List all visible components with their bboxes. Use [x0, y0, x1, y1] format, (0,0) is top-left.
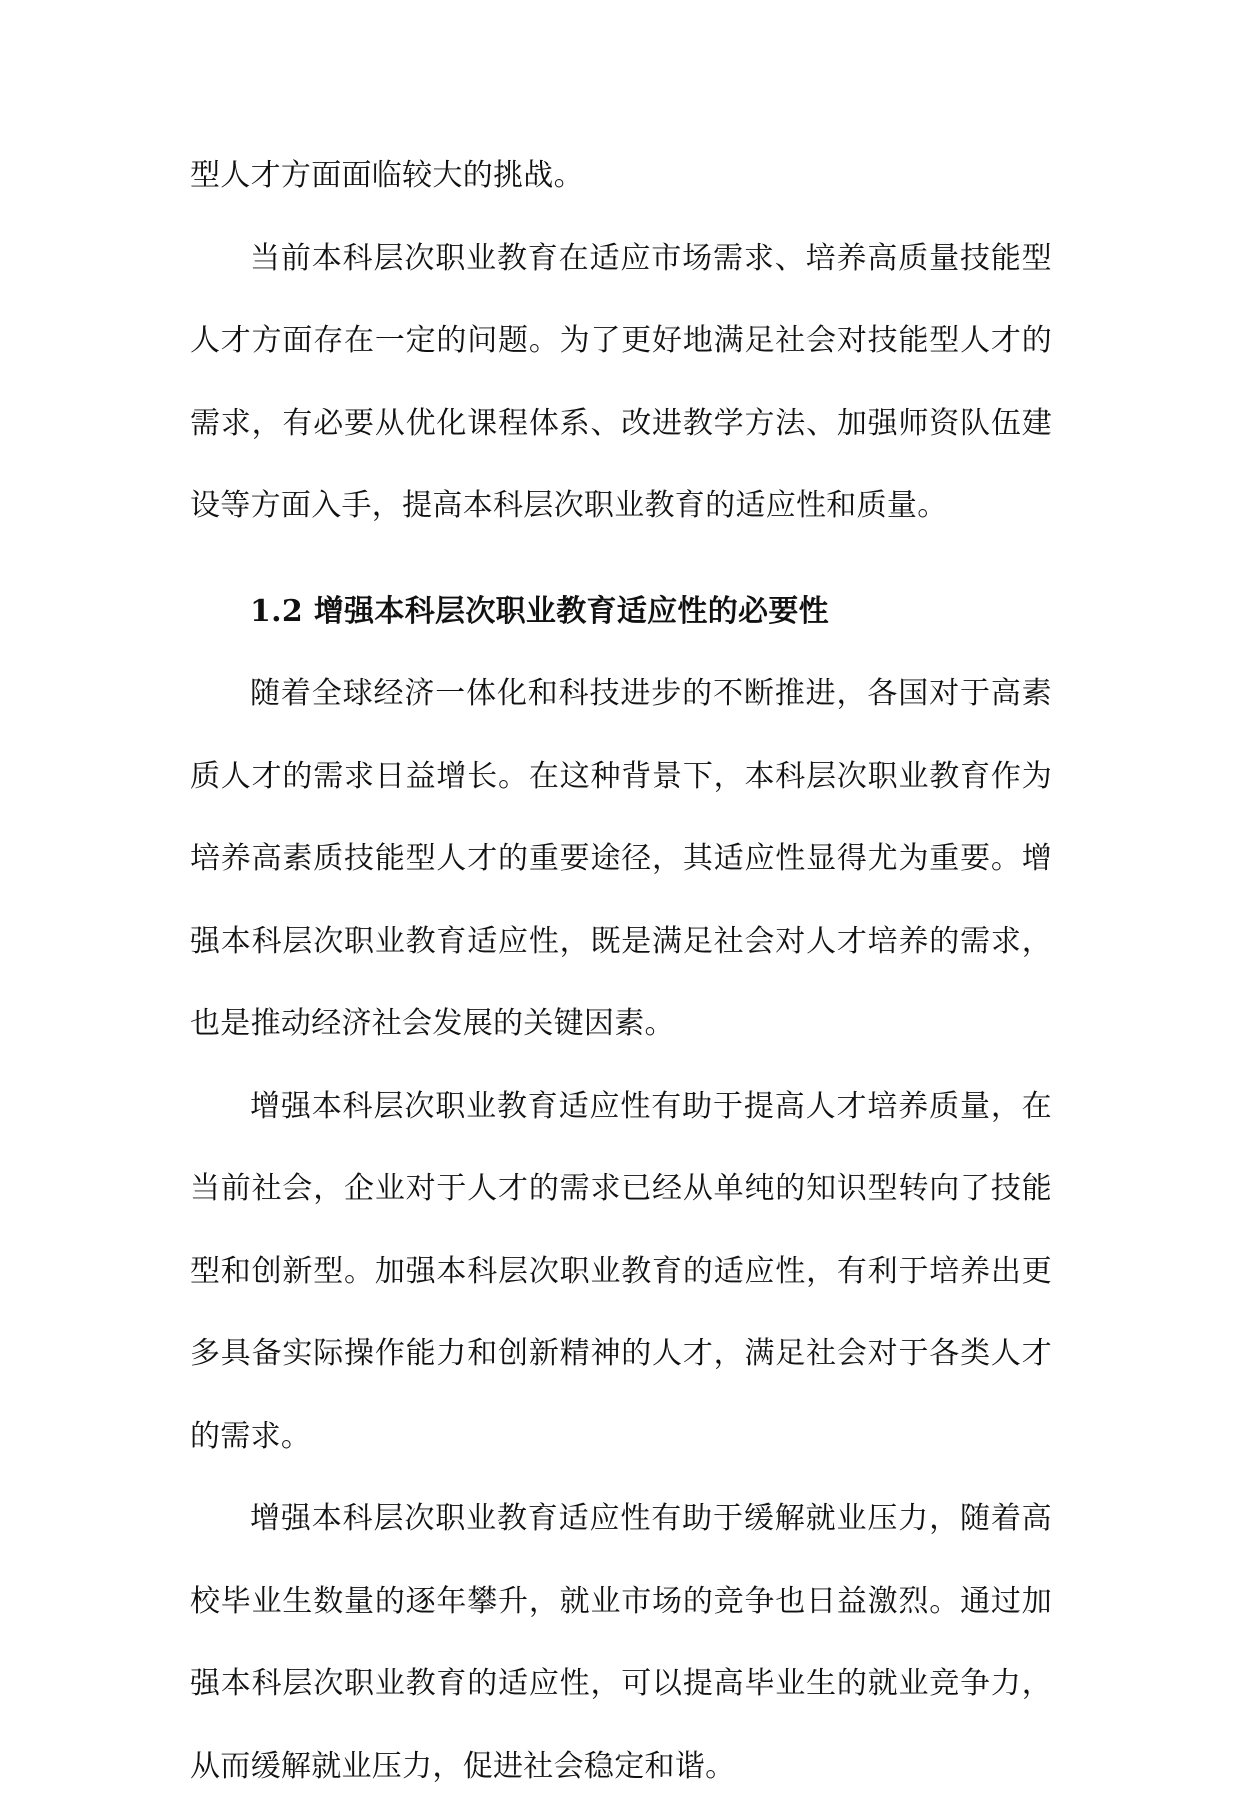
paragraph-employment-pressure: 增强本科层次职业教育适应性有助于缓解就业压力，随着高校毕业生数量的逐年攀升，就业市场的竞争也日益激烈。通过加强本科层次职业教育的适应性，可以提高毕业生的就业竞争力，从而缓解就业压力，促进社会稳定和谐。: [190, 1501, 1052, 1784]
section-spacer: [190, 548, 1052, 571]
paragraph-current-problems: 当前本科层次职业教育在适应市场需求、培养高质量技能型人才方面存在一定的问题。为了更好地满足社会对技能型人才的需求，有必要从优化课程体系、改进教学方法、加强师资队伍建设等方面入手，提高本科层次职业教育的适应性和质量。: [190, 240, 1052, 523]
paragraph-global-demand: 随着全球经济一体化和科技进步的不断推进，各国对于高素质人才的需求日益增长。在这种背景下，本科层次职业教育作为培养高素质技能型人才的重要途径，其适应性显得尤为重要。增强本科层次职业教育适应性，既是满足社会对人才培养的需求，也是推动经济社会发展的关键因素。: [190, 676, 1052, 1041]
document-body: [190, 135, 1052, 1808]
paragraph-continuation: 型人才方面面临较大的挑战。: [190, 158, 584, 193]
paragraph-talent-quality: 增强本科层次职业教育适应性有助于提高人才培养质量，在当前社会，企业对于人才的需求已经从单纯的知识型转向了技能型和创新型。加强本科层次职业教育的适应性，有利于培养出更多具备实际操作能力和创新精神的人才，满足社会对于各类人才的需求。: [190, 1088, 1052, 1454]
section-heading: 1.2 增强本科层次职业教育适应性的必要性: [250, 593, 829, 629]
